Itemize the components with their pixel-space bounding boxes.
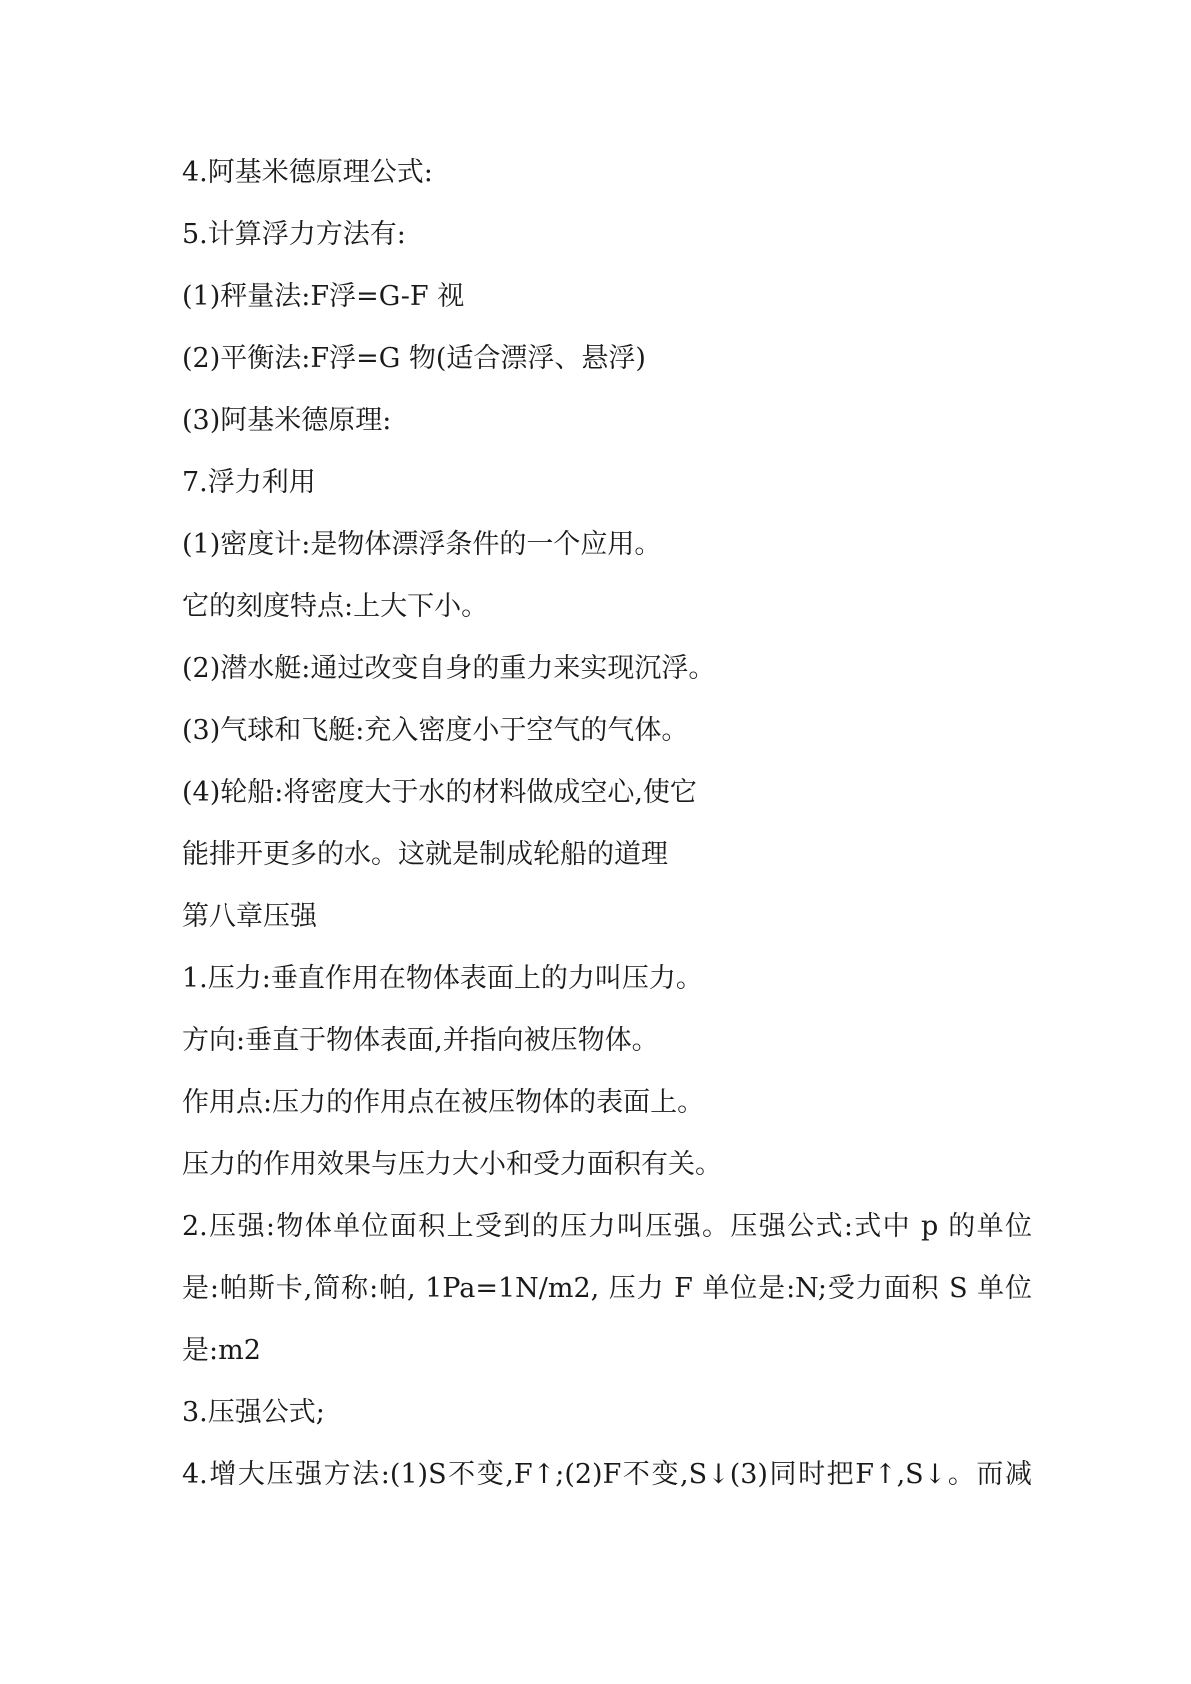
- text-line-pressure-units: 是:帕斯卡,简称:帕, 1Pa=1N/m2, 压力 F 单位是:N;受力面积 S 单位: [182, 1273, 1032, 1304]
- text-line-pressure-force: 1.压力:垂直作用在物体表面上的力叫压力。: [182, 963, 703, 994]
- text-line-pressure-definition: 2.压强:物体单位面积上受到的压力叫压强。压强公式:式中 p 的单位: [182, 1211, 1032, 1242]
- text-line-hydrometer: (1)密度计:是物体漂浮条件的一个应用。: [182, 529, 662, 560]
- text-line-submarine: (2)潜水艇:通过改变自身的重力来实现沉浮。: [182, 653, 716, 684]
- text-line-ship: (4)轮船:将密度大于水的材料做成空心,使它: [182, 777, 697, 808]
- chapter-heading: 第八章压强: [182, 901, 317, 932]
- text-line-direction: 方向:垂直于物体表面,并指向被压物体。: [182, 1025, 659, 1056]
- text-line-buoyancy-uses: 7.浮力利用: [182, 467, 316, 498]
- text-line-area-unit: 是:m2: [182, 1335, 261, 1366]
- text-line-archimedes-principle: (3)阿基米德原理:: [182, 405, 392, 436]
- text-line-ship-continued: 能排开更多的水。这就是制成轮船的道理: [182, 839, 668, 870]
- text-line-buoyancy-methods: 5.计算浮力方法有:: [182, 219, 406, 250]
- document-body: [182, 142, 1032, 1506]
- text-line-pressure-formula: 3.压强公式;: [182, 1397, 325, 1428]
- text-line-balance-method: (2)平衡法:F浮=G 物(适合漂浮、悬浮): [182, 343, 646, 374]
- text-line-weighing-method: (1)秤量法:F浮=G-F 视: [182, 281, 465, 312]
- text-line-scale-feature: 它的刻度特点:上大下小。: [182, 591, 489, 622]
- text-line-point-of-action: 作用点:压力的作用点在被压物体的表面上。: [182, 1087, 705, 1118]
- text-line-pressure-effect: 压力的作用效果与压力大小和受力面积有关。: [182, 1149, 722, 1180]
- text-line-increase-pressure: 4.增大压强方法:(1)S不变,F↑;(2)F不变,S↓(3)同时把F↑,S↓。而减: [182, 1459, 1032, 1490]
- text-line-archimedes-formula: 4.阿基米德原理公式:: [182, 157, 433, 188]
- text-line-balloon-airship: (3)气球和飞艇:充入密度小于空气的气体。: [182, 715, 689, 746]
